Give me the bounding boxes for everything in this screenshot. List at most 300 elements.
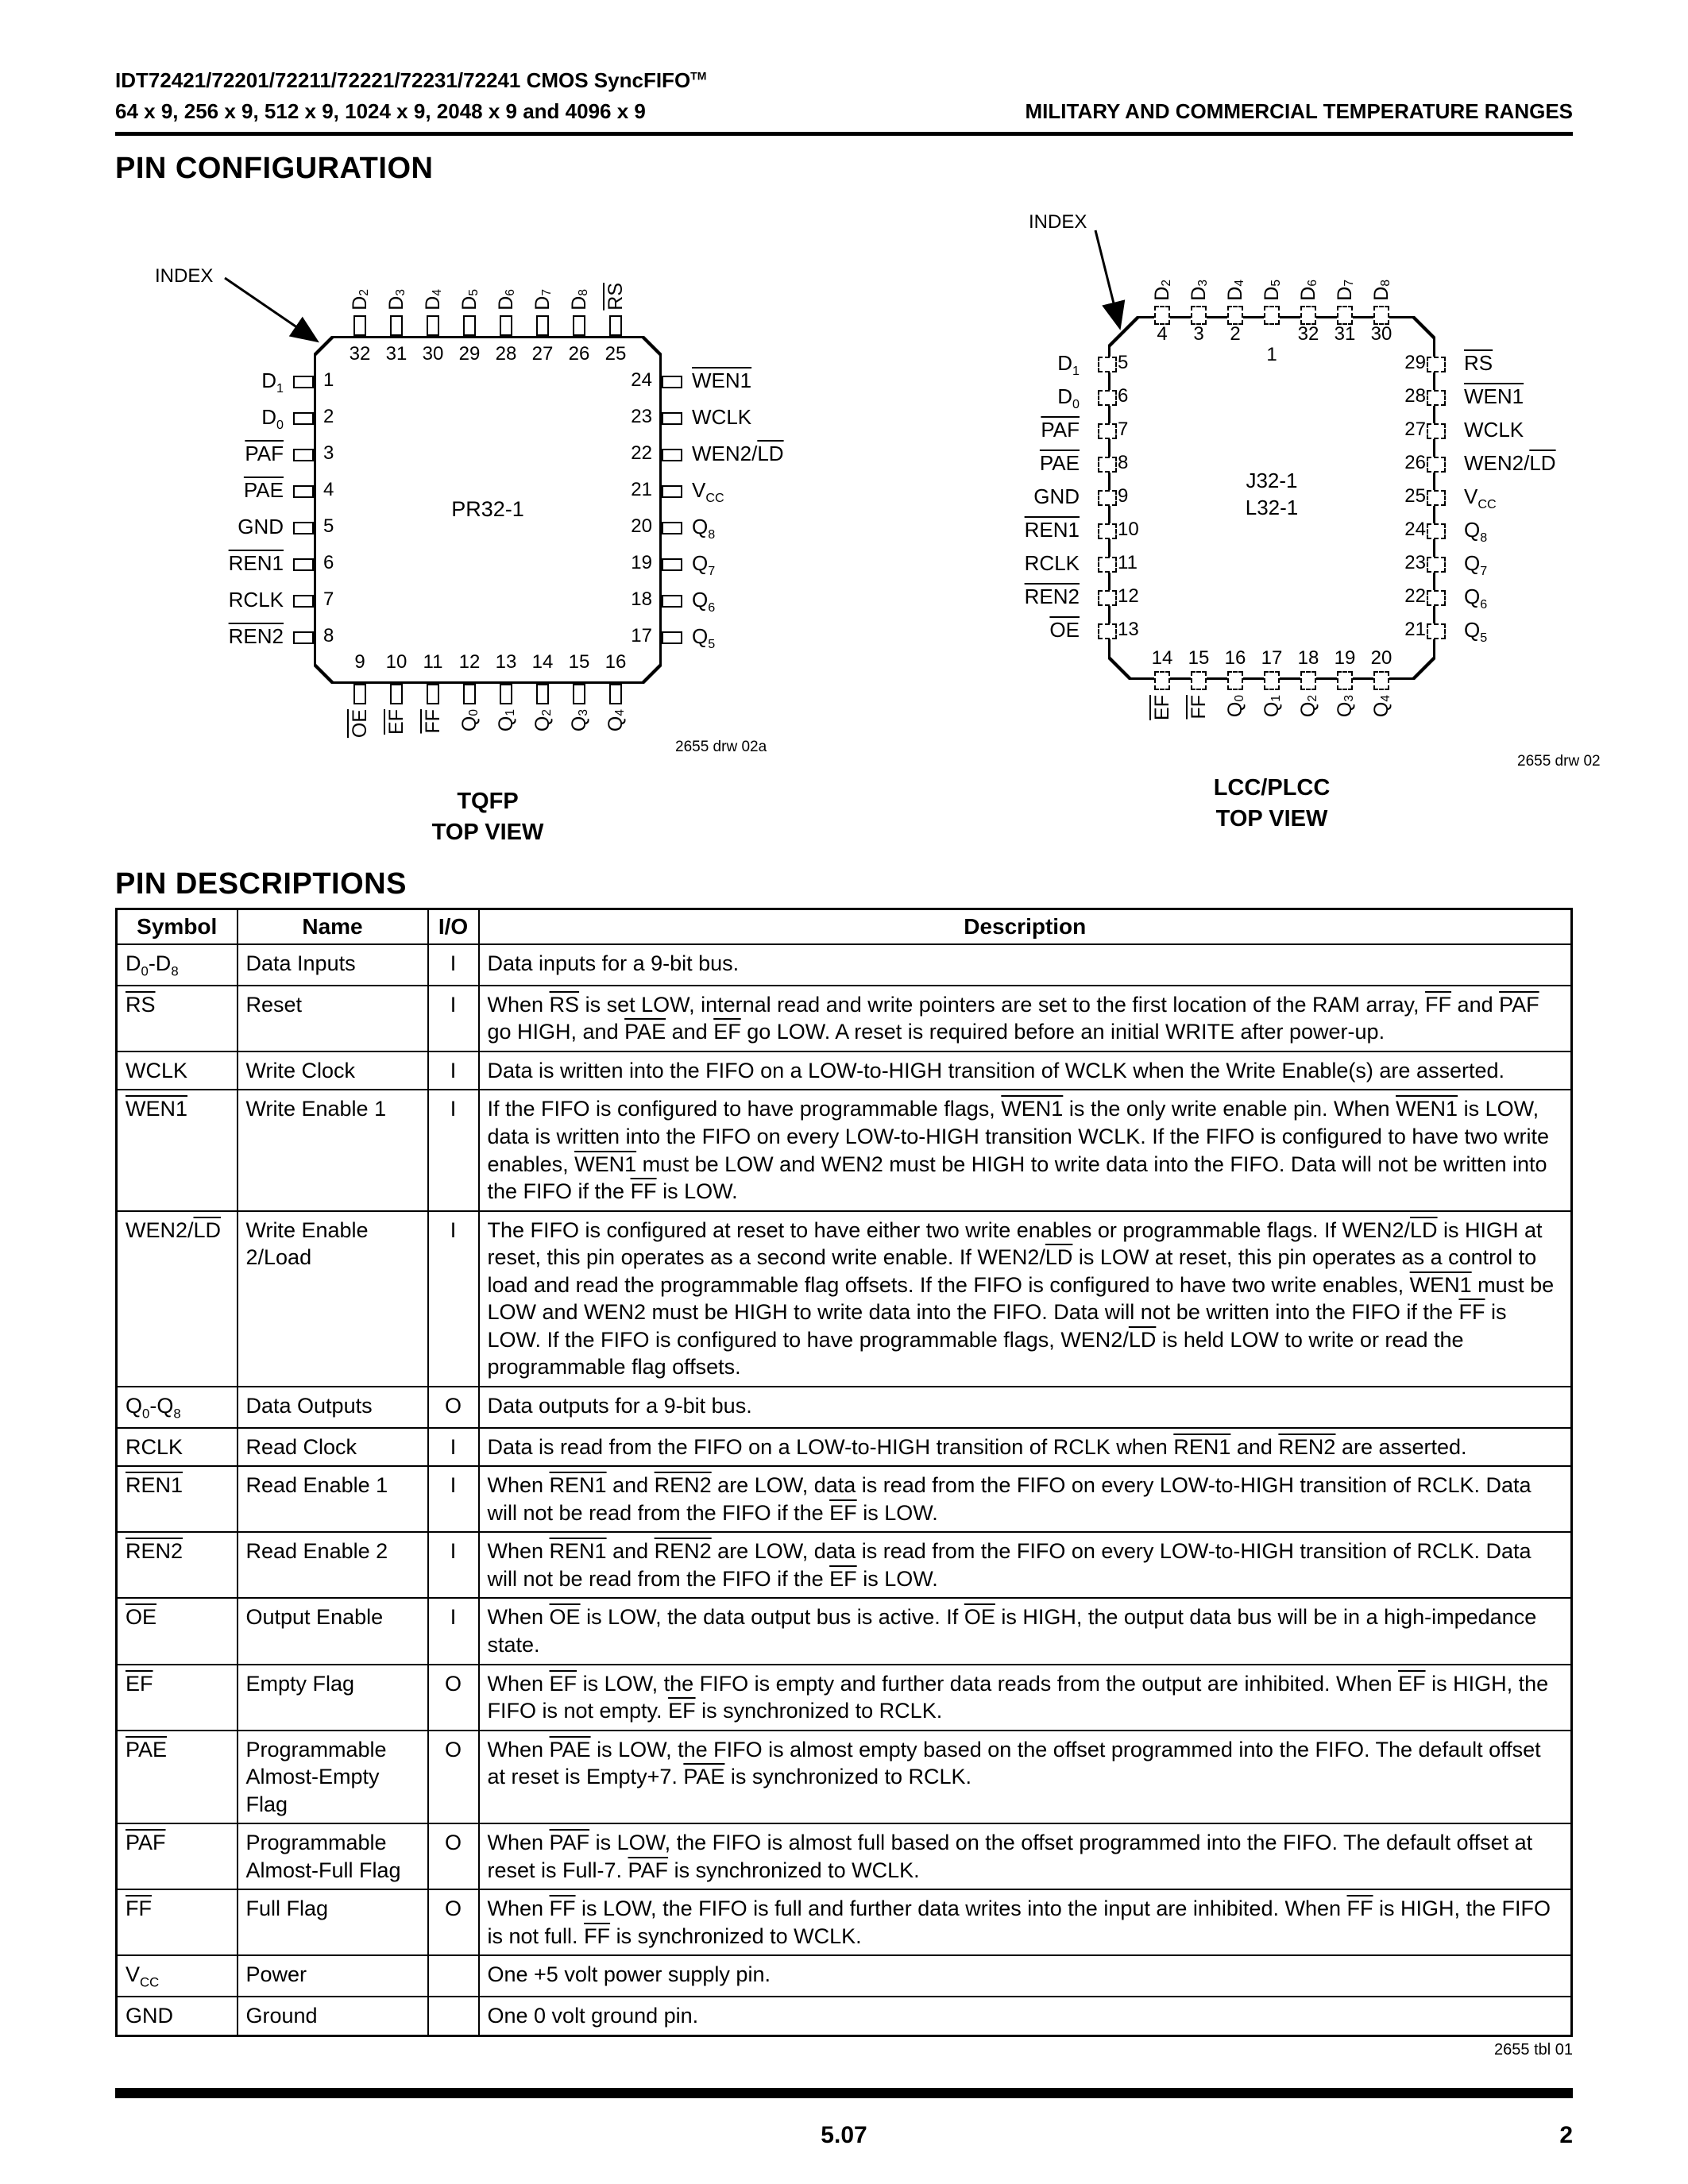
- footer-bar: [115, 2088, 1573, 2098]
- pin-number: 20: [1370, 647, 1393, 669]
- pin-stub: [1098, 557, 1117, 573]
- trademark-superscript: TM: [690, 69, 707, 83]
- pin-stub: [1373, 306, 1389, 325]
- pin-stub: [293, 376, 314, 388]
- pin-stub: [1098, 357, 1117, 372]
- tqfp-package-label: PR32-1: [451, 497, 524, 521]
- pin-number: 13: [495, 651, 517, 673]
- pin-number: 16: [605, 651, 627, 673]
- pin-stub: [1300, 671, 1316, 690]
- pin-label: $Q_6$: [1464, 585, 1488, 612]
- index-arrow-icon: [220, 272, 331, 351]
- pin-table-row: [117, 1211, 1572, 1387]
- pin-number: 1: [1266, 344, 1277, 365]
- pin-number: 11: [1118, 552, 1138, 573]
- pin-label: REN2: [1024, 585, 1080, 608]
- pin-number: 6: [323, 552, 334, 573]
- pin-label: $Q_6$: [692, 588, 716, 615]
- pin-io-cell: I: [428, 1090, 479, 1210]
- pin-number: 3: [323, 442, 334, 464]
- pin-stub: [662, 631, 682, 644]
- pin-stub: [1264, 306, 1280, 325]
- pin-label: [1331, 695, 1358, 763]
- pin-table-row: [117, 1090, 1572, 1210]
- pin-number: 30: [422, 343, 444, 365]
- pin-number: 12: [1118, 585, 1139, 607]
- pin-description-cell: When $\overline{PAF}$ is LOW, the FIFO is almost full based on the offset programmed into the FIFO. The default offset at reset is Full-7. $\overline{PAF}$ is synchronized to WCLK.: [479, 1823, 1572, 1889]
- pin-name-cell: Power: [238, 1955, 428, 1997]
- pin-label-text: $Q_0$: [1223, 695, 1246, 718]
- pin-stub: [1191, 671, 1207, 690]
- pin-stub: [293, 631, 314, 644]
- pin-stub: [662, 449, 682, 461]
- pin-label: REN1: [1024, 518, 1080, 542]
- pin-label: $D_1$: [261, 369, 284, 396]
- device-sizes-text: 64 x 9, 256 x 9, 512 x 9, 1024 x 9, 2048 x 9 and 4096 x 9: [115, 99, 646, 123]
- document-title-text: IDT72421/72201/72211/72221/72231/72241 CMOS SyncFIFO: [115, 68, 691, 92]
- pin-io-cell: [428, 1955, 479, 1997]
- tqfp-caption-view: TOP VIEW: [431, 820, 544, 846]
- pin-number: 29: [458, 343, 481, 365]
- pin-label: [1258, 233, 1285, 301]
- pin-stub: [1098, 623, 1117, 639]
- pin-label: $V_{CC}$: [1464, 484, 1497, 512]
- pin-label: $\overline{PAF}$: [1041, 418, 1080, 442]
- pin-label: $Q_7$: [1464, 551, 1488, 579]
- pin-symbol-cell: $\overline{PAE}$: [117, 1731, 238, 1824]
- pin-number: 15: [568, 651, 590, 673]
- pin-stub: [536, 684, 549, 704]
- pin-configuration-heading: PIN CONFIGURATION: [115, 152, 434, 185]
- pin-label-text: $D_6$: [1296, 280, 1319, 301]
- pin-label: [346, 709, 373, 778]
- pin-label: [346, 242, 373, 311]
- pin-label: WEN1: [1464, 384, 1524, 408]
- pin-label: [419, 242, 446, 311]
- pin-description-cell: When REN1 and REN2 are LOW, data is read from the FIFO on every LOW-to-HIGH transition of RCLK. Data will not be read from the FIFO if the $\overline{EF}$ is LOW.: [479, 1466, 1572, 1532]
- pin-label: $\overline{RS}$: [1464, 351, 1493, 375]
- pin-stub: [427, 684, 439, 704]
- pin-label-text: EF: [1150, 695, 1173, 720]
- pin-label: $Q_7$: [692, 551, 716, 579]
- pin-label: [1331, 233, 1358, 301]
- pin-label: [1222, 695, 1249, 763]
- pin-stub: [353, 684, 366, 704]
- pin-description-cell: The FIFO is configured at reset to have either two write enables or programmable flags. If $WEN2/\overline{LD}$ is HIGH at reset, this pin operates as a second write enable. If $WEN2/\overline{LD}$ is LOW at reset, this pin operates as a control to load and read the programmable flag offsets. If the FIFO is configured to have two write enables, WEN1 must be LOW and WEN2 must be HIGH to write data into the FIFO. Data will not be written into the FIFO if the $\overline{FF}$ is LOW. If the FIFO is configured to have programmable flags, $WEN2/\overline{LD}$ is held LOW to write or read the programmable flag offsets.: [479, 1211, 1572, 1387]
- pin-label: [1295, 695, 1322, 763]
- pin-table-row: [117, 1889, 1572, 1955]
- pin-io-cell: O: [428, 1387, 479, 1428]
- pin-name-cell: Empty Flag: [238, 1665, 428, 1731]
- pin-number: 21: [631, 479, 652, 500]
- col-header-description: Description: [479, 909, 1572, 945]
- pin-stub: [390, 684, 403, 704]
- pin-number: 7: [323, 588, 334, 610]
- pin-io-cell: I: [428, 1466, 479, 1532]
- pin-stub: [1098, 457, 1117, 473]
- pin-label: [419, 709, 446, 778]
- pin-symbol-cell: $\overline{EF}$: [117, 1665, 238, 1731]
- pin-description-cell: Data inputs for a 9-bit bus.: [479, 944, 1572, 986]
- pin-label: $\overline{PAF}$: [245, 442, 284, 465]
- pin-label: [456, 242, 483, 311]
- pin-number: 10: [1118, 519, 1139, 540]
- temperature-ranges-text: MILITARY AND COMMERCIAL TEMPERATURE RANGES: [1025, 99, 1573, 123]
- pin-label: REN2: [228, 624, 284, 648]
- pin-label-text: $D_3$: [1187, 280, 1210, 301]
- pin-stub: [293, 412, 314, 425]
- pin-stub: [573, 684, 585, 704]
- footer-numbers-row: [115, 2122, 1573, 2152]
- pin-table-row: [117, 1387, 1572, 1428]
- pin-symbol-cell: REN2: [117, 1532, 238, 1598]
- tqfp-index-label: INDEX: [155, 265, 214, 287]
- pin-label: $Q_8$: [692, 515, 716, 542]
- pin-stub: [662, 485, 682, 498]
- pin-label: $\overline{PAE}$: [1039, 451, 1080, 475]
- pin-number: 12: [458, 651, 481, 673]
- pin-label: [1368, 695, 1395, 763]
- col-header-symbol: Symbol: [117, 909, 238, 945]
- pin-io-cell: I: [428, 1428, 479, 1467]
- pin-description-cell: When REN1 and REN2 are LOW, data is read from the FIFO on every LOW-to-HIGH transition of RCLK. Data will not be read from the FIFO if the $\overline{EF}$ is LOW.: [479, 1532, 1572, 1598]
- pin-stub: [1154, 306, 1170, 325]
- pin-name-cell: Programmable Almost-Empty Flag: [238, 1731, 428, 1824]
- pin-table-row: [117, 1598, 1572, 1664]
- pin-stub: [1337, 671, 1353, 690]
- section-number: 5.07: [821, 2122, 867, 2148]
- lcc-caption-package: LCC/PLCC: [1213, 775, 1331, 801]
- pin-label: $D_1$: [1057, 351, 1080, 379]
- pin-label-text: $Q_4$: [1369, 695, 1393, 718]
- pin-stub: [1098, 590, 1117, 606]
- pin-number: 30: [1370, 323, 1393, 345]
- pin-label-text: $Q_4$: [604, 709, 627, 732]
- pin-io-cell: I: [428, 1211, 479, 1387]
- pin-number: 31: [1334, 323, 1356, 345]
- pin-symbol-cell: $\overline{OE}$: [117, 1598, 238, 1664]
- pin-label: $WEN2/\overline{LD}$: [1464, 451, 1556, 475]
- pin-stub: [1427, 457, 1446, 473]
- pin-stub: [1154, 671, 1170, 690]
- pin-label: $V_{CC}$: [692, 478, 724, 506]
- pin-number: 2: [323, 406, 334, 427]
- pin-name-cell: Data Outputs: [238, 1387, 428, 1428]
- pin-label-text: RS: [604, 283, 627, 311]
- pin-stub: [1373, 671, 1389, 690]
- pin-label: RCLK: [1024, 551, 1080, 575]
- pin-name-cell: Data Inputs: [238, 944, 428, 986]
- pin-stub: [1098, 523, 1117, 539]
- pin-label-text: FF: [1187, 695, 1210, 720]
- pin-description-cell: Data outputs for a 9-bit bus.: [479, 1387, 1572, 1428]
- pin-descriptions-heading: PIN DESCRIPTIONS: [115, 867, 407, 901]
- pin-table-row: [117, 986, 1572, 1051]
- pin-number: 25: [1404, 485, 1426, 507]
- pin-stub: [390, 315, 403, 336]
- pin-stub: [1427, 557, 1446, 573]
- pin-symbol-cell: $Q_0-Q_8$: [117, 1387, 238, 1428]
- pin-stub: [609, 315, 622, 336]
- pin-io-cell: O: [428, 1889, 479, 1955]
- lcc-index-label: INDEX: [1029, 211, 1087, 233]
- pin-name-cell: Write Enable 2/Load: [238, 1211, 428, 1387]
- pin-label: $\overline{OE}$: [1049, 618, 1080, 642]
- pin-label-text: EF: [384, 709, 408, 735]
- pin-label: [529, 709, 556, 778]
- pin-number: 10: [385, 651, 408, 673]
- pin-symbol-cell: $V_{CC}$: [117, 1955, 238, 1997]
- pin-label-text: $D_4$: [1223, 280, 1246, 301]
- pin-number: 18: [1297, 647, 1319, 669]
- pin-name-cell: Write Enable 1: [238, 1090, 428, 1210]
- pin-symbol-cell: $\overline{RS}$: [117, 986, 238, 1051]
- col-header-io: I/O: [428, 909, 479, 945]
- pin-label: $D_0$: [261, 405, 284, 433]
- pin-stub: [609, 684, 622, 704]
- pin-stub: [1191, 306, 1207, 325]
- pin-name-cell: Programmable Almost-Full Flag: [238, 1823, 428, 1889]
- document-title: [115, 68, 1573, 93]
- pin-label-text: $D_7$: [531, 289, 554, 311]
- pin-label: [1149, 233, 1176, 301]
- pin-stub: [427, 315, 439, 336]
- pin-description-cell: One 0 volt ground pin.: [479, 1997, 1572, 2035]
- pin-stub: [1337, 306, 1353, 325]
- pin-table-row: [117, 1466, 1572, 1532]
- pin-number: 19: [1334, 647, 1356, 669]
- pin-number: 15: [1188, 647, 1210, 669]
- pin-name-cell: Read Clock: [238, 1428, 428, 1467]
- lcc-plcc-diagram: [949, 189, 1688, 858]
- pin-label-text: $Q_1$: [494, 709, 517, 732]
- pin-label: [529, 242, 556, 311]
- pin-stub: [1427, 623, 1446, 639]
- pin-table-row: [117, 1731, 1572, 1824]
- pin-number: 32: [1297, 323, 1319, 345]
- pin-label-text: $Q_1$: [1260, 695, 1283, 718]
- pin-label: GND: [238, 515, 284, 538]
- pin-stub: [1427, 590, 1446, 606]
- pin-stub: [293, 522, 314, 534]
- pin-number: 9: [1118, 485, 1129, 507]
- pin-table-row: [117, 1665, 1572, 1731]
- pin-label-text: $Q_2$: [531, 709, 554, 732]
- pin-number: 19: [631, 552, 652, 573]
- pin-label: [602, 242, 629, 311]
- pin-label: WCLK: [1464, 418, 1524, 442]
- pin-label-text: $D_7$: [1333, 280, 1356, 301]
- pin-number: 27: [1404, 419, 1426, 440]
- pin-symbol-cell: WCLK: [117, 1051, 238, 1090]
- pin-number: 17: [631, 625, 652, 646]
- pin-number: 5: [323, 515, 334, 537]
- pin-label: [1258, 695, 1285, 763]
- pin-number: 2: [1230, 323, 1241, 345]
- pin-number: 8: [1118, 452, 1129, 473]
- pin-stub: [662, 558, 682, 571]
- pin-label: [1295, 233, 1322, 301]
- pin-number: 20: [631, 515, 652, 537]
- pin-label: $Q_5$: [1464, 618, 1488, 646]
- pin-name-cell: Reset: [238, 986, 428, 1051]
- pin-io-cell: O: [428, 1823, 479, 1889]
- pin-stub: [463, 684, 476, 704]
- pin-number: 16: [1224, 647, 1246, 669]
- pin-number: 23: [631, 406, 652, 427]
- pin-table-row: [117, 944, 1572, 986]
- pin-description-cell: When $\overline{PAE}$ is LOW, the FIFO is almost empty based on the offset programmed into the FIFO. The default offset at reset is Empty+7. $\overline{PAE}$ is synchronized to RCLK.: [479, 1731, 1572, 1824]
- pin-number: 4: [323, 479, 334, 500]
- pin-stub: [1227, 306, 1243, 325]
- pin-number: 14: [1151, 647, 1173, 669]
- pin-stub: [293, 485, 314, 498]
- pin-number: 21: [1404, 619, 1426, 640]
- pin-label-text: FF: [421, 709, 444, 734]
- pin-name-cell: Read Enable 1: [238, 1466, 428, 1532]
- table-note: 2655 tbl 01: [1494, 2040, 1573, 2059]
- pin-label: $\overline{PAE}$: [243, 478, 284, 502]
- pin-label-text: $D_2$: [348, 289, 371, 311]
- pin-label: [602, 709, 629, 778]
- pin-label: $Q_5$: [692, 624, 716, 652]
- pin-label: [1149, 695, 1176, 763]
- pin-name-cell: Write Clock: [238, 1051, 428, 1090]
- pin-symbol-cell: $\overline{PAF}$: [117, 1823, 238, 1889]
- pin-number: 32: [349, 343, 371, 365]
- pin-io-cell: I: [428, 1051, 479, 1090]
- pin-io-cell: I: [428, 944, 479, 986]
- pin-stub: [1098, 390, 1117, 406]
- pin-stub: [1427, 357, 1446, 372]
- tqfp-diagram: [115, 189, 878, 858]
- lcc-package-label-j: J32-1: [1246, 469, 1298, 492]
- pin-stub: [293, 595, 314, 608]
- pin-table-row: [117, 1823, 1572, 1889]
- pin-label-text: $D_2$: [1150, 280, 1173, 301]
- pin-label: [1185, 695, 1212, 763]
- pin-number: 5: [1118, 352, 1129, 373]
- pin-description-cell: Data is written into the FIFO on a LOW-to-HIGH transition of WCLK when the Write Enable(s) are asserted.: [479, 1051, 1572, 1090]
- pin-description-cell: When $\overline{RS}$ is set LOW, internal read and write pointers are set to the first location of the RAM array, $\overline{FF}$ and $\overline{PAF}$ go HIGH, and $\overline{PAE}$ and $\overline{EF}$ go LOW. A reset is required before an initial WRITE after power-up.: [479, 986, 1572, 1051]
- pin-label-text: $D_5$: [458, 289, 481, 311]
- pin-table-row: [117, 1428, 1572, 1467]
- pin-number: 31: [385, 343, 408, 365]
- pin-number: 29: [1404, 352, 1426, 373]
- pin-stub: [293, 449, 314, 461]
- pin-symbol-cell: RCLK: [117, 1428, 238, 1467]
- pin-configuration-diagrams: [115, 189, 1601, 858]
- pin-name-cell: Output Enable: [238, 1598, 428, 1664]
- pin-label: [492, 242, 520, 311]
- pin-number: 28: [495, 343, 517, 365]
- tqfp-caption-package: TQFP: [457, 789, 519, 814]
- pin-number: 25: [605, 343, 627, 365]
- pin-number: 26: [1404, 452, 1426, 473]
- pin-stub: [1427, 423, 1446, 439]
- pin-label: [1185, 233, 1212, 301]
- pin-label: [566, 709, 593, 778]
- pin-label: $WEN2/\overline{LD}$: [692, 442, 784, 465]
- pin-table-row: [117, 1532, 1572, 1598]
- col-header-name: Name: [238, 909, 428, 945]
- pin-number: 11: [423, 651, 443, 673]
- pin-table-header-row: [117, 909, 1572, 945]
- pin-stub: [1427, 390, 1446, 406]
- pin-number: 24: [1404, 519, 1426, 540]
- pin-number: 13: [1118, 619, 1139, 640]
- pin-number: 22: [631, 442, 652, 464]
- pin-symbol-cell: $D_0-D_8$: [117, 944, 238, 986]
- pin-label: [383, 709, 410, 778]
- pin-name-cell: Read Enable 2: [238, 1532, 428, 1598]
- pin-table-row: [117, 1955, 1572, 1997]
- pin-number: 26: [568, 343, 590, 365]
- pin-symbol-cell: $WEN2/\overline{LD}$: [117, 1211, 238, 1387]
- pin-description-cell: When $\overline{FF}$ is LOW, the FIFO is full and further data writes into the input are inhibited. When $\overline{FF}$ is HIGH, the FIFO is not full. $\overline{FF}$ is synchronized to WCLK.: [479, 1889, 1572, 1955]
- pin-number: 23: [1404, 552, 1426, 573]
- pin-stub: [662, 595, 682, 608]
- pin-label: $Q_8$: [1464, 518, 1488, 546]
- pin-stub: [500, 684, 512, 704]
- pin-stub: [1264, 671, 1280, 690]
- pin-table-row: [117, 1997, 1572, 2035]
- pin-label-text: $D_8$: [1369, 280, 1393, 301]
- pin-number: 14: [531, 651, 554, 673]
- pin-name-cell: Full Flag: [238, 1889, 428, 1955]
- pin-label: WCLK: [692, 405, 752, 429]
- page-footer: [115, 2088, 1573, 2152]
- pin-number: 27: [531, 343, 554, 365]
- pin-number: 9: [354, 651, 365, 673]
- pin-label: [1222, 233, 1249, 301]
- pin-label-text: OE: [348, 709, 371, 739]
- pin-number: 7: [1118, 419, 1129, 440]
- pin-label-text: $Q_3$: [567, 709, 590, 732]
- pin-stub: [1427, 523, 1446, 539]
- pin-stub: [500, 315, 512, 336]
- pin-number: 18: [631, 588, 652, 610]
- pin-label-text: $D_8$: [567, 289, 590, 311]
- pin-description-cell: If the FIFO is configured to have programmable flags, WEN1 is the only write enable pin. When WEN1 is LOW, data is written into the FIFO on every LOW-to-HIGH transition WCLK. If the FIFO is configured to have two write enables, WEN1 must be LOW and WEN2 must be HIGH to write data into the FIFO. Data will not be written into the FIFO if the $\overline{FF}$ is LOW.: [479, 1090, 1572, 1210]
- pin-number: 24: [631, 369, 652, 391]
- pin-io-cell: O: [428, 1665, 479, 1731]
- pin-label: GND: [1033, 484, 1080, 508]
- pin-label: [456, 709, 483, 778]
- pin-name-cell: Ground: [238, 1997, 428, 2035]
- pin-number: 6: [1118, 385, 1129, 407]
- lcc-caption-view: TOP VIEW: [1215, 806, 1328, 832]
- pin-number: 8: [323, 625, 334, 646]
- pin-stub: [573, 315, 585, 336]
- pin-number: 17: [1261, 647, 1283, 669]
- pin-io-cell: I: [428, 1598, 479, 1664]
- lcc-caption: [1153, 773, 1391, 835]
- pin-label-text: $D_3$: [384, 289, 408, 311]
- pin-symbol-cell: REN1: [117, 1466, 238, 1532]
- pin-number: 4: [1157, 323, 1168, 345]
- pin-number: 28: [1404, 385, 1426, 407]
- pin-stub: [1098, 423, 1117, 439]
- pin-label: RCLK: [228, 588, 284, 612]
- pin-io-cell: I: [428, 1532, 479, 1598]
- pin-label-text: $Q_3$: [1333, 695, 1356, 718]
- pin-stub: [1300, 306, 1316, 325]
- pin-label: [1368, 233, 1395, 301]
- pin-stub: [293, 558, 314, 571]
- document-subtitle-row: [115, 99, 1573, 124]
- pin-number: 3: [1193, 323, 1204, 345]
